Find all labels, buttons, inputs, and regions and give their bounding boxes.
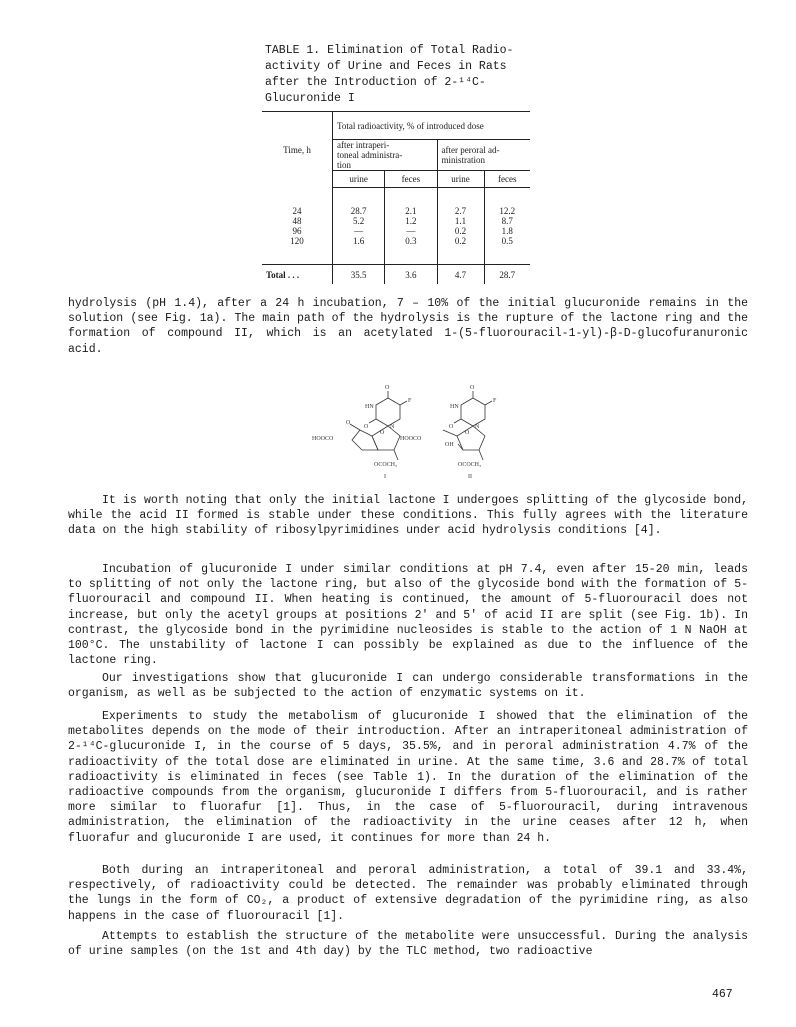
- atom-label: N: [475, 424, 480, 430]
- atom-label: O: [449, 424, 454, 430]
- sub-header: urine: [333, 171, 385, 188]
- paragraph-hydrolysis: hydrolysis (pH 1.4), after a 24 h incubation, 7 – 10% of the initial glucuronide remains in the solution (see Fig. 1a). The main path of the hydrolysis is the rupture of the lactone ring and the formation of compound II, which is an acetylated 1-(5-fluorouracil-1-yl)-β-D-glucofuranuronic acid.: [68, 297, 748, 356]
- total-value: 35.5: [333, 265, 385, 285]
- route-header-intraperitoneal: after intraperi- toneal administra- tion: [333, 140, 438, 171]
- atom-label: O: [346, 420, 351, 426]
- compound-label-2: II: [468, 474, 472, 480]
- atom-label: O: [364, 424, 369, 430]
- radioactivity-table: [262, 111, 530, 284]
- route-header-peroral: after peroral ad- ministration: [437, 140, 530, 171]
- chemical-structure-scheme: [308, 384, 518, 484]
- atom-label: OH: [445, 442, 454, 448]
- ip-feces-values: 2.1 1.2 — 0.3: [385, 188, 437, 265]
- time-values: 24 48 96 120: [290, 205, 304, 246]
- atom-label: HOOCO: [312, 436, 334, 442]
- atom-label: O: [385, 385, 390, 391]
- paragraph-metabolism: Experiments to study the metabolism of glucuronide I showed that the elimination of the metabolites depends on the mode of their introduction. After an intraperitoneal administration of 2-¹⁴C-glucuronide I, in the course of 5 days, 35.5%, and in peroral administration 4.7% of the radioactivity of the total dose are eliminated in urine. At the same time, 3.6 and 28.7% of total radioactivity is eliminated in feces (see Table 1). In the duration of the elimination of the radioactive compounds from the organism, glucuronide I differs from 5-fluorouracil, and is rather more similar to fluorafur [1]. Thus, in the case of 5-fluorouracil, during intravenous administration, the elimination of the radioactivity in the urine ceases after 12 h, when fluorafur and glucuronide I are used, it continues for more than 24 h.: [68, 710, 748, 845]
- paragraph-incubation: Incubation of glucuronide I under similar conditions at pH 7.4, even after 15-20 min, leads to splitting of not only the lactone ring, but also of the glycoside bond with the formation of 5-fluorouracil and compound II. When heating is continued, the amount of 5-fluorouracil does not increase, but only the acetyl groups at positions 2' and 5' of acid II are split (see Fig. 1b). In contrast, the glycoside bond in the pyrimidine nucleosides is stable to the action of 1 N NaOH at 100°C. The unstability of lactone I can possibly be explained as due to the influence of the lactone ring.: [68, 563, 748, 668]
- sub-header: feces: [484, 171, 530, 188]
- atom-label: OCOCH₃: [374, 462, 398, 468]
- atom-label: OCOCH₃: [458, 462, 482, 468]
- atom-label: HN: [365, 404, 374, 410]
- paragraph-glycoside: It is worth noting that only the initial lactone I undergoes splitting of the glycoside bond, while the acid II formed is stable under these conditions. This fully agrees with the literature data on the high stability of ribosylpyrimidines under acid hydrolysis conditions [4].: [68, 494, 748, 538]
- paragraph-metabolite: Attempts to establish the structure of the metabolite were unsuccessful. During the analysis of urine samples (on the 1st and 4th day) by the TLC method, two radioactive: [68, 930, 748, 959]
- atom-label: O: [465, 430, 470, 436]
- compound-label-1: I: [384, 474, 386, 480]
- total-value: 4.7: [437, 265, 484, 285]
- atom-label: O: [470, 385, 475, 391]
- sub-header: feces: [385, 171, 437, 188]
- atom-label: F: [493, 398, 497, 404]
- atom-label: F: [408, 398, 412, 404]
- total-label: Total . . .: [262, 265, 333, 285]
- atom-label: O: [380, 430, 385, 436]
- po-urine-values: 2.7 1.1 0.2 0.2: [437, 188, 484, 265]
- paragraph-radioactivity: Both during an intraperitoneal and peroral administration, a total of 39.1 and 33.4%, respectively, of radioactivity could be detected. The remainder was probably eliminated through the lungs in the form of CO₂, a product of extensive degradation of the pyrimidine ring, as also happens in the case of fluorouracil [1].: [68, 864, 748, 923]
- po-feces-values: 12.2 8.7 1.8 0.5: [484, 188, 530, 265]
- page-number: 467: [712, 988, 733, 1001]
- paragraph-investigations: Our investigations show that glucuronide I can undergo considerable transformations in the organism, as well as be subjected to the action of enzymatic systems on it.: [68, 672, 748, 701]
- ip-urine-values: 28.7 5.2 — 1.6: [333, 188, 385, 265]
- total-value: 28.7: [484, 265, 530, 285]
- total-value: 3.6: [385, 265, 437, 285]
- table-caption: TABLE 1. Elimination of Total Radio- activity of Urine and Feces in Rats after the Introduction of 2-¹⁴C- Glucuronide I: [265, 44, 514, 105]
- group-header: Total radioactivity, % of introduced dose: [333, 112, 531, 140]
- atom-label: N: [390, 424, 395, 430]
- atom-label: HN: [450, 404, 459, 410]
- atom-label: HOOCO: [400, 436, 422, 442]
- stub-header: Time, h: [283, 144, 311, 155]
- sub-header: urine: [437, 171, 484, 188]
